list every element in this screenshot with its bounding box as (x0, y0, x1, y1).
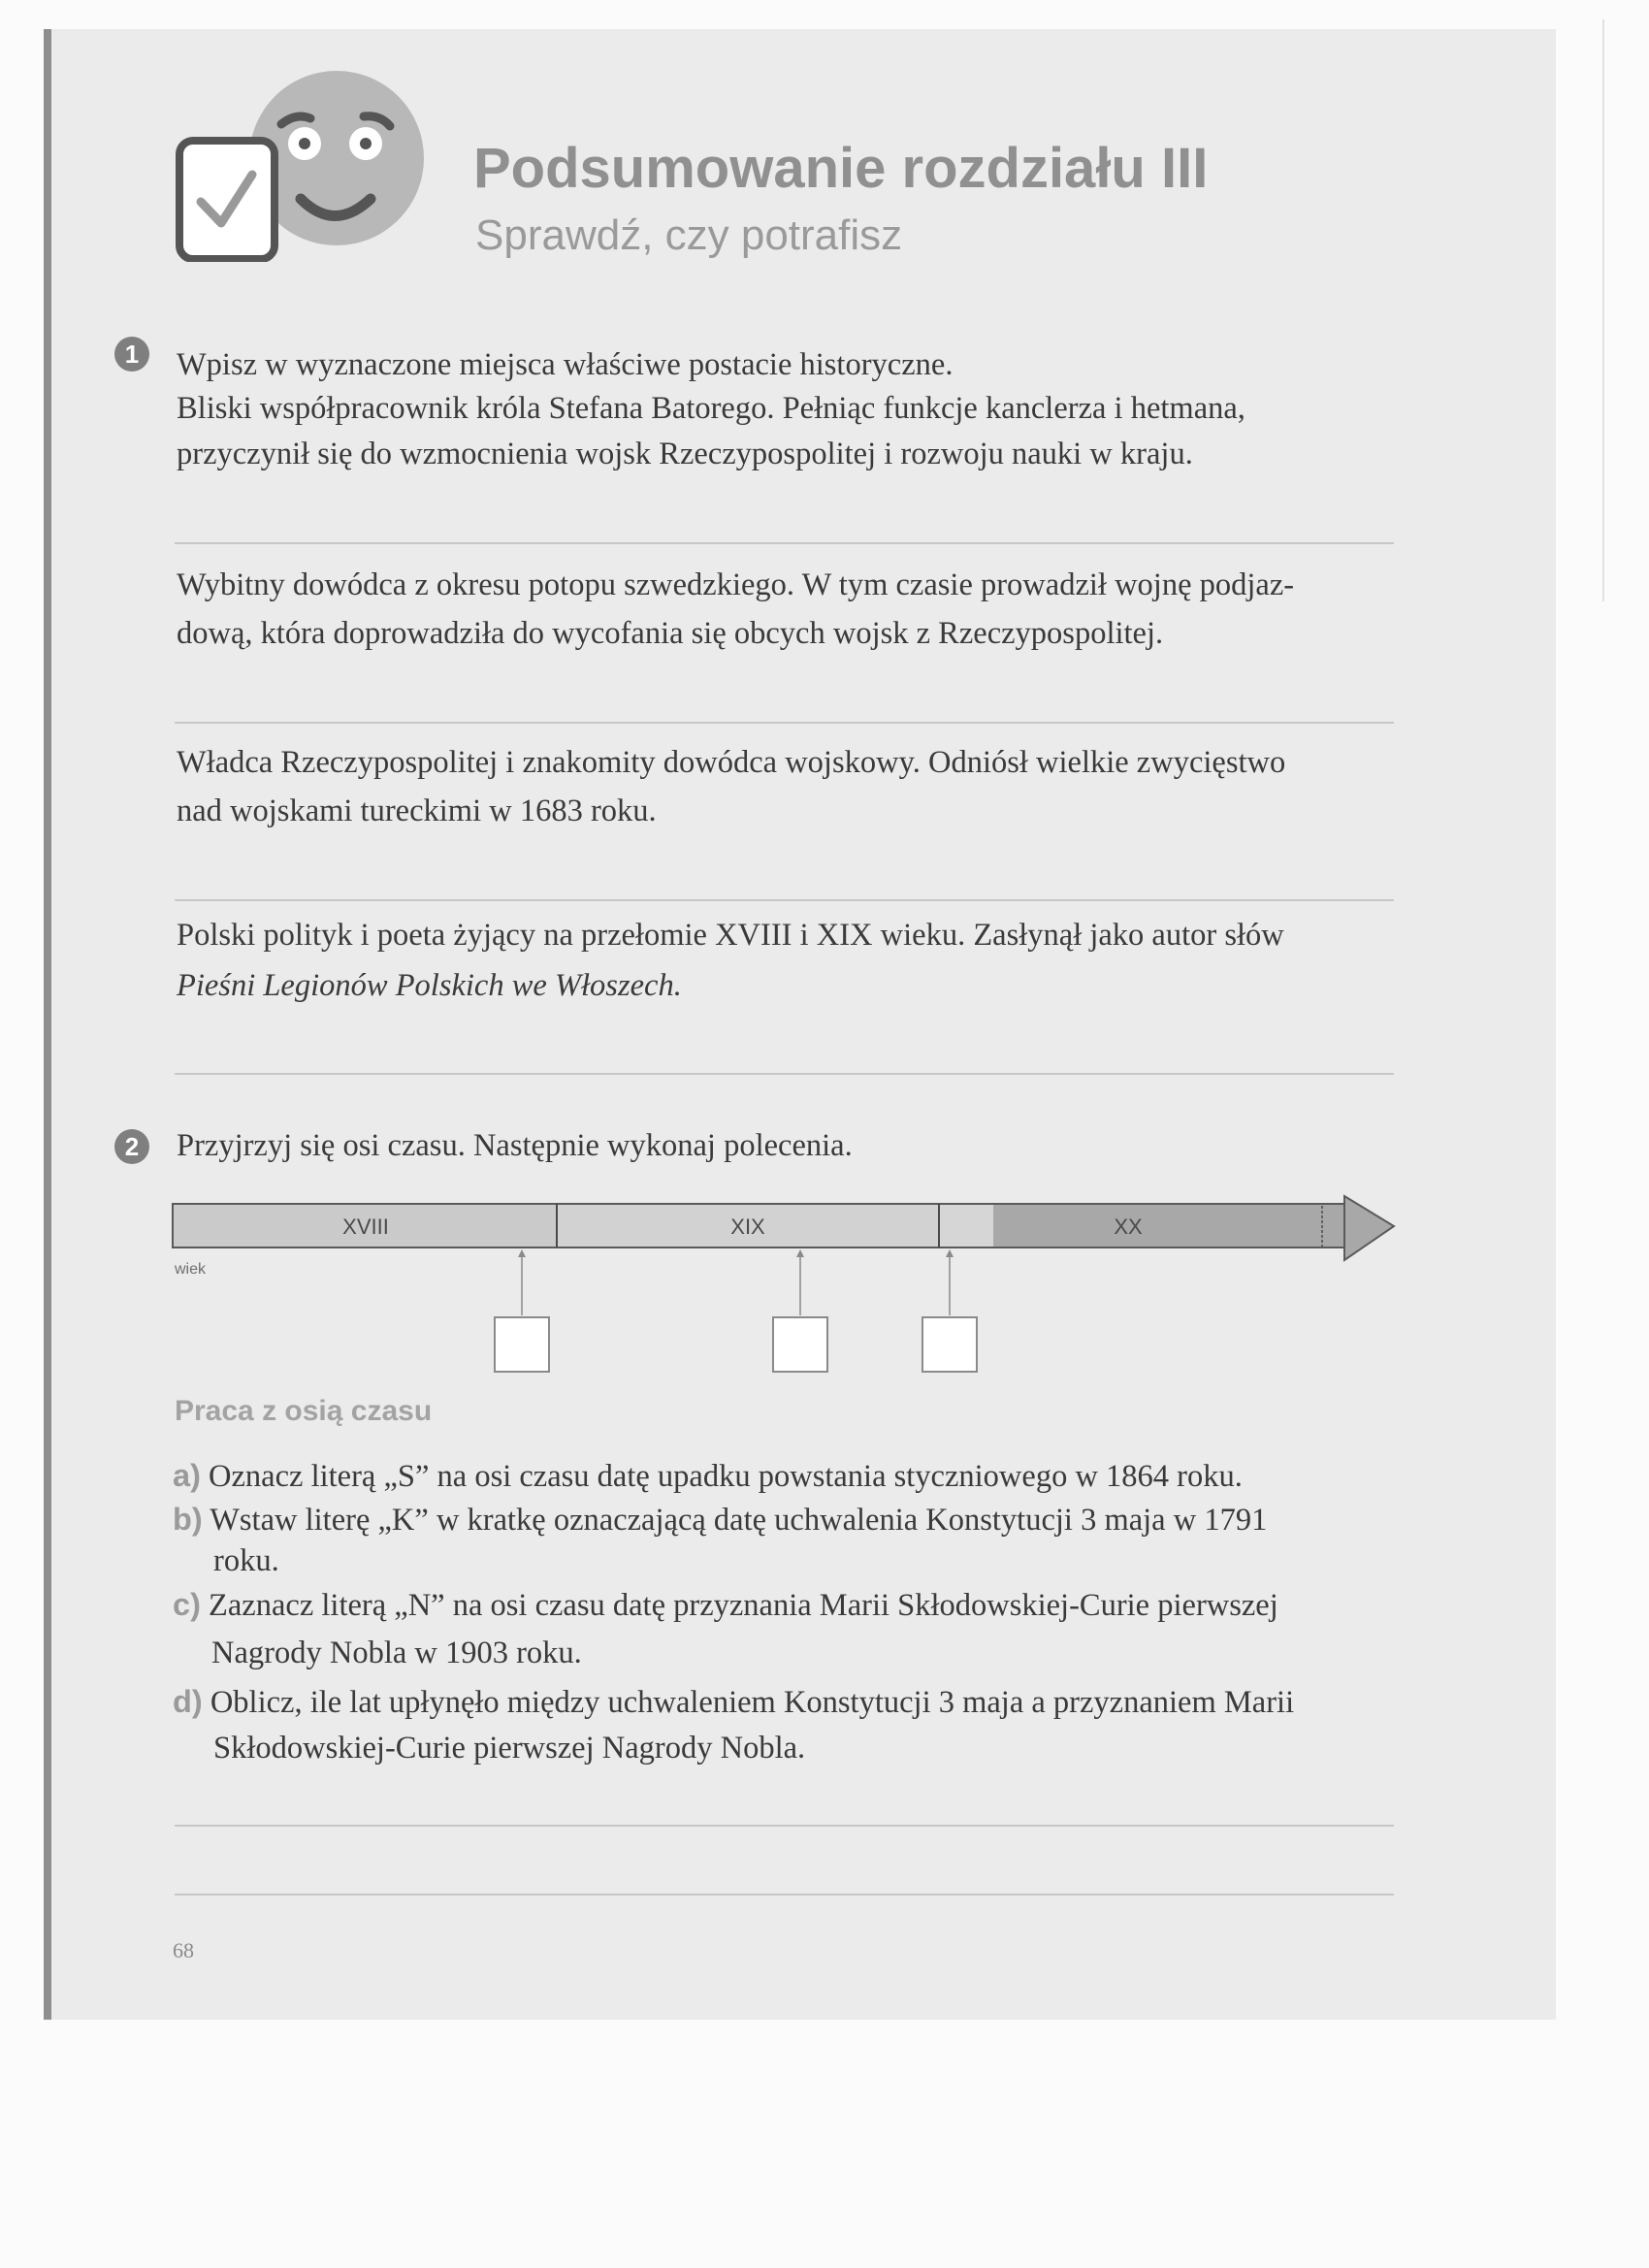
exercise-number-badge: 1 (114, 337, 149, 372)
item-text-line: Władca Rzeczypospolitej i znakomity dowódca wojskowy. Odniósł wielkie zwycięstwo (177, 745, 1286, 780)
item-text-line: nad wojskami tureckimi w 1683 roku. (177, 794, 657, 828)
answer-line[interactable] (175, 1894, 1394, 1895)
task-label: b) (173, 1502, 203, 1537)
marker-arrow-head (946, 1249, 954, 1257)
section-title: Praca z osią czasu (175, 1395, 433, 1427)
answer-line[interactable] (175, 1825, 1394, 1827)
item-text-line-italic: Pieśni Legionów Polskich we Włoszech. (177, 968, 682, 1003)
century-label: XX (1114, 1215, 1143, 1239)
item-text-line: Bliski współpracownik króla Stefana Batorego. Pełniąc funkcje kanclerza i hetmana, (177, 391, 1245, 426)
answer-box[interactable] (494, 1316, 550, 1373)
task-text-continued: roku. (213, 1543, 279, 1578)
page-number: 68 (173, 1938, 194, 1962)
century-label: XVIII (342, 1215, 389, 1239)
item-text-line: Polski polityk i poeta żyjący na przełomie XVIII i XIX wieku. Zasłynął jako autor słów (177, 918, 1284, 953)
marker-arrow-head (796, 1249, 804, 1257)
page-title: Podsumowanie rozdziału III (473, 137, 1209, 200)
marker-arrow-head (518, 1249, 526, 1257)
answer-box[interactable] (772, 1316, 828, 1373)
page-subtitle: Sprawdź, czy potrafisz (475, 211, 903, 259)
exercise-instruction: Przyjrzyj się osi czasu. Następnie wykonaj polecenia. (177, 1128, 853, 1163)
task-text: Oznacz literą „S” na osi czasu datę upadku powstania styczniowego w 1864 roku. (209, 1459, 1243, 1494)
exercise-instruction: Wpisz w wyznaczone miejsca właściwe postacie historyczne. (177, 347, 954, 382)
task-text-continued: Skłodowskiej-Curie pierwszej Nagrody Nobla. (213, 1731, 806, 1766)
task-a (173, 1460, 1243, 1493)
timeline-segment-gap (939, 1204, 993, 1247)
task-label: a) (173, 1458, 201, 1493)
task-label: c) (173, 1587, 201, 1622)
task-text-continued: Nagrody Nobla w 1903 roku. (211, 1636, 582, 1670)
item-text-line: przyczynił się do wzmocnienia wojsk Rzeczypospolitej i rozwoju nauki w kraju. (177, 437, 1193, 471)
item-text-line: Wybitny dowódca z okresu potopu szwedzkiego. W tym czasie prowadził wojnę podjaz- (177, 567, 1295, 602)
exercise-number-badge: 2 (114, 1129, 149, 1164)
task-c (173, 1589, 1278, 1622)
timeline-segment-xx (993, 1204, 1344, 1247)
task-text: Oblicz, ile lat upłynęło między uchwaleniem Konstytucji 3 maja a przyznaniem Marii (210, 1685, 1295, 1720)
task-label: d) (173, 1684, 203, 1719)
task-text: Wstaw literę „K” w kratkę oznaczającą datę uchwalenia Konstytucji 3 maja w 1791 (210, 1503, 1268, 1538)
task-text: Zaznacz literą „N” na osi czasu datę przyznania Marii Skłodowskiej-Curie pierwszej (209, 1588, 1278, 1623)
timeline-arrowhead (1344, 1196, 1394, 1260)
axis-label: wiek (175, 1261, 207, 1278)
task-d (173, 1686, 1294, 1719)
item-text-line: dową, która doprowadziła do wycofania się obcych wojsk z Rzeczypospolitej. (177, 616, 1164, 651)
century-label: XIX (730, 1215, 765, 1239)
task-b (173, 1504, 1267, 1537)
answer-box[interactable] (922, 1316, 978, 1373)
